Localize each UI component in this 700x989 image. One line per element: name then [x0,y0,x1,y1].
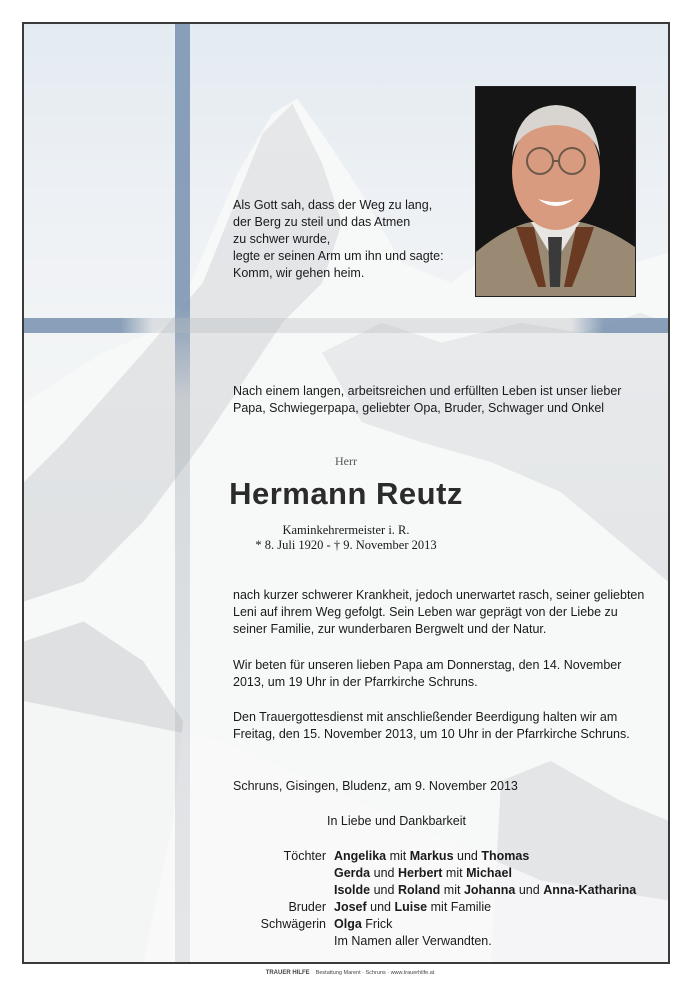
portrait-photo [475,86,636,297]
family-name: Herbert [397,866,443,880]
family-name: Markus [409,849,454,863]
poem-line: Als Gott sah, dass der Weg zu lang, [233,198,433,212]
family-name: Olga [334,917,362,931]
poem [233,197,468,282]
cross-horizontal-beam [24,318,668,333]
family-name: Luise [394,900,428,914]
family-row-toechter [224,848,664,865]
family-row-schwaegerin [224,916,664,933]
family-name: Anna-Katharina [543,883,637,897]
footer-brand: TRAUER HILFE [265,970,310,976]
poem-line: Komm, wir gehen heim. [233,266,365,280]
obituary-card [22,22,670,964]
family-row [224,865,664,882]
footer-text: Bestattung Marent · Schruns · www.trauerhilfe.at [315,970,435,976]
family-names: Josef und Luise mit Familie [334,900,492,914]
family-name: Josef [334,900,367,914]
profession: Kaminkehrermeister i. R. [282,523,410,537]
family-names: Isolde und Roland mit Johanna und Anna-Katharina [334,883,637,897]
family-list [224,848,664,950]
paragraph-prayer: Wir beten für unseren lieben Papa am Donnerstag, den 14. November 2013, um 19 Uhr in der Pfarrkirche Schruns. [233,658,622,689]
relatives-line: Im Namen aller Verwandten. [334,934,492,948]
relation-label: Bruder [288,900,326,914]
salutation: Herr [335,454,357,468]
portrait-illustration [476,87,635,296]
place-date: Schruns, Gisingen, Bludenz, am 9. November 2013 [233,779,518,793]
paragraph-funeral: Den Trauergottesdienst mit anschließender Beerdigung halten wir am Freitag, den 15. November 2013, um 10 Uhr in der Pfarrkirche Schruns. [233,710,630,741]
life-dates: * 8. Juli 1920 - † 9. November 2013 [255,538,437,552]
deceased-name: Hermann Reutz [229,476,463,511]
family-name: Isolde [334,883,371,897]
family-names: Angelika mit Markus und Thomas [334,849,530,863]
closing-line: In Liebe und Dankbarkeit [327,814,466,828]
family-name: Gerda [334,866,371,880]
relation-label: Schwägerin [260,917,326,931]
family-names: Olga Frick [334,917,393,931]
family-name: Michael [466,866,512,880]
family-name: Johanna [463,883,516,897]
poem-line: legte er seinen Arm um ihn und sagte: [233,249,444,263]
relation-label: Töchter [283,849,326,863]
family-name: Thomas [481,849,530,863]
family-name: Roland [397,883,441,897]
family-names: Gerda und Herbert mit Michael [334,866,512,880]
intro-text: Nach einem langen, arbeitsreichen und erfüllten Leben ist unser lieber Papa, Schwiegerpapa, geliebter Opa, Bruder, Schwager und Onkel [233,384,622,415]
footer [0,970,700,976]
family-row-bruder [224,899,664,916]
paragraph-passing: nach kurzer schwerer Krankheit, jedoch unerwartet rasch, seiner geliebten Leni auf ihrem Weg gefolgt. Sein Leben war geprägt von der Liebe zu seiner Familie, zur wunderbaren Bergwelt und der Natur. [233,588,645,636]
family-row [224,933,664,950]
poem-line: der Berg zu steil und das Atmen [233,215,411,229]
family-name: Angelika [334,849,387,863]
poem-line: zu schwer wurde, [233,232,331,246]
family-row [224,882,664,899]
